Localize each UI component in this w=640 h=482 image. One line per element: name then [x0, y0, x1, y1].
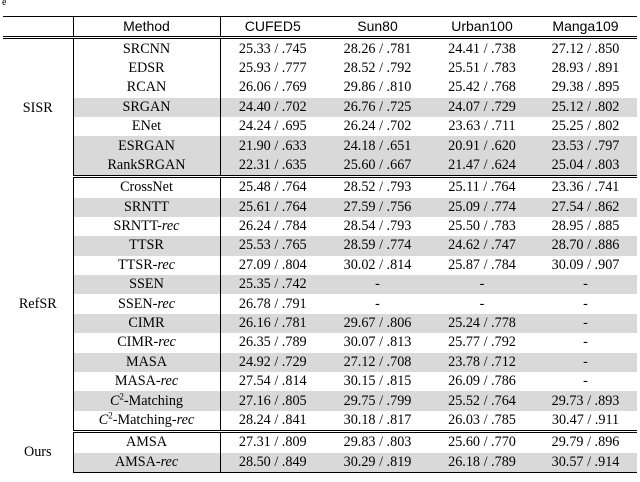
method-cell	[73, 453, 220, 473]
value-cell: 22.31 / .635	[220, 156, 325, 177]
method-suffix: rec	[161, 218, 180, 235]
value-cell: 21.90 / .633	[220, 136, 325, 155]
value-cell: 28.52 / .793	[343, 179, 412, 196]
value-cell: 28.50 / .849	[220, 453, 325, 473]
method-cell	[73, 98, 220, 117]
method-suffix: rec	[176, 412, 195, 428]
value-cell: 30.07 / .813	[343, 334, 412, 351]
table-row	[3, 117, 637, 136]
method-name: SRNTT-	[113, 218, 162, 235]
method-cell	[73, 78, 220, 97]
method-name: ENet	[131, 118, 162, 135]
table-row	[3, 98, 637, 117]
method-cell	[73, 59, 220, 78]
value-cell: 25.60 / .770	[448, 434, 516, 451]
method-cell	[73, 117, 220, 136]
method-cell	[73, 177, 220, 198]
method-name: MASA	[126, 353, 167, 370]
value-cell: -	[479, 295, 485, 312]
value-cell: 29.75 / .799	[325, 391, 430, 410]
group-sisr	[3, 38, 637, 177]
method-cell	[73, 432, 220, 453]
value-cell: 25.42 / .768	[448, 79, 516, 96]
method-cell	[73, 353, 220, 372]
value-cell: 25.77 / .792	[448, 334, 516, 351]
value-cell: 25.11 / .764	[448, 179, 516, 196]
value-cell: 27.54 / .862	[534, 198, 637, 217]
value-cell: 28.93 / .891	[551, 59, 620, 76]
value-cell: 26.06 / .769	[238, 79, 307, 96]
value-cell: 25.61 / .764	[220, 198, 325, 217]
method-name: SRNTT	[124, 198, 169, 215]
value-cell: 29.67 / .806	[325, 314, 430, 333]
value-cell: 28.26 / .781	[343, 40, 412, 57]
table-row	[3, 294, 637, 313]
method-name: RankSRGAN	[107, 156, 186, 173]
value-cell: 24.92 / .729	[220, 353, 325, 372]
value-cell: 29.86 / .810	[343, 79, 412, 96]
value-cell: -	[375, 295, 380, 312]
value-cell: 25.48 / .764	[238, 179, 307, 196]
value-cell: 26.09 / .786	[448, 373, 516, 390]
value-cell: 30.57 / .914	[534, 453, 637, 473]
group-label: RefSR	[3, 177, 73, 432]
value-cell: 24.24 / .695	[238, 118, 307, 135]
method-name: AMSA-	[114, 453, 161, 470]
header-manga109: Manga109	[534, 17, 637, 38]
table-row	[3, 59, 637, 78]
header-row	[3, 17, 637, 38]
table-row	[3, 333, 637, 352]
value-cell: 23.78 / .712	[430, 353, 534, 372]
method-name: RCAN	[126, 79, 167, 96]
value-cell: 28.52 / .792	[343, 59, 412, 76]
value-cell: 25.53 / .765	[220, 236, 325, 255]
method-name: MASA-	[114, 373, 161, 390]
value-cell: 28.95 / .885	[551, 218, 620, 235]
results-table	[3, 16, 637, 473]
method-cell	[73, 372, 220, 391]
header-cufed5: CUFED5	[220, 17, 325, 38]
value-cell: 29.38 / .895	[551, 79, 620, 96]
method-cell	[73, 411, 220, 432]
value-cell: 27.09 / .804	[238, 256, 307, 273]
method-cell	[73, 333, 220, 352]
method-cell	[73, 156, 220, 177]
value-cell: 30.09 / .907	[551, 256, 620, 273]
value-cell: -	[534, 314, 637, 333]
table-row	[3, 411, 637, 432]
value-cell: 26.35 / .789	[238, 334, 307, 351]
group-label: Ours	[3, 432, 73, 473]
value-cell: -	[430, 275, 534, 294]
value-cell: 26.03 / .785	[430, 411, 534, 432]
value-cell: 25.35 / .742	[220, 275, 325, 294]
value-cell: 29.73 / .893	[534, 391, 637, 410]
group-refsr	[3, 177, 637, 432]
value-cell: -	[325, 275, 430, 294]
method-name: CIMR-	[117, 334, 159, 351]
table-row	[3, 453, 637, 473]
method-cell	[73, 38, 220, 59]
method-prefix-sup: 2	[119, 391, 124, 401]
table-row	[3, 236, 637, 255]
value-cell: 27.16 / .805	[220, 391, 325, 410]
value-cell: 30.15 / .815	[343, 373, 412, 390]
value-cell: 26.24 / .702	[343, 118, 412, 135]
value-cell: 24.07 / .729	[430, 98, 534, 117]
table-row	[3, 391, 637, 410]
method-prefix: C	[109, 392, 120, 409]
value-cell: 29.79 / .896	[551, 434, 620, 451]
value-cell: 30.18 / .817	[325, 411, 430, 432]
method-name: SRGAN	[122, 98, 171, 115]
method-name: EDSR	[128, 59, 165, 76]
value-cell: 25.60 / .667	[325, 156, 430, 177]
table-row	[3, 217, 637, 236]
value-cell: 25.50 / .783	[448, 218, 516, 235]
table-row	[3, 38, 637, 59]
method-cell	[73, 314, 220, 333]
method-cell	[73, 217, 220, 236]
value-cell: 30.47 / .911	[534, 411, 637, 432]
value-cell: 26.18 / .789	[430, 453, 534, 473]
table-row	[3, 275, 637, 294]
value-cell: 25.51 / .783	[448, 59, 516, 76]
method-cell	[73, 275, 220, 294]
value-cell: -	[534, 275, 637, 294]
header-group-cell	[3, 17, 73, 38]
method-name: CrossNet	[120, 179, 173, 196]
method-prefix-sup: 2	[108, 410, 113, 421]
value-cell: -	[583, 334, 588, 351]
value-cell: 24.41 / .738	[448, 40, 516, 57]
group-ours	[3, 432, 637, 473]
value-cell: 26.78 / .791	[238, 295, 307, 312]
value-cell: 26.16 / .781	[220, 314, 325, 333]
value-cell: -	[583, 295, 588, 312]
method-name: SRCNN	[122, 40, 171, 57]
value-cell: 26.76 / .725	[325, 98, 430, 117]
table-row	[3, 372, 637, 391]
value-cell: 24.40 / .702	[220, 98, 325, 117]
value-cell: -	[583, 373, 588, 390]
value-cell: 23.53 / .797	[534, 136, 637, 155]
method-suffix: rec	[157, 295, 175, 312]
value-cell: 30.02 / .814	[343, 256, 412, 273]
value-cell: 28.54 / .793	[343, 218, 412, 235]
table-row	[3, 136, 637, 155]
method-name: -Matching-	[112, 412, 177, 428]
value-cell: 25.24 / .778	[430, 314, 534, 333]
method-suffix: rec	[160, 373, 179, 390]
method-suffix: rec	[160, 453, 179, 470]
value-cell: 27.12 / .708	[325, 353, 430, 372]
table-row	[3, 432, 637, 453]
method-name: TTSR-	[117, 256, 158, 273]
value-cell: 23.36 / .741	[551, 179, 620, 196]
value-cell: 26.24 / .784	[238, 218, 307, 235]
group-label: SISR	[3, 38, 73, 177]
value-cell: 25.09 / .774	[430, 198, 534, 217]
table-row	[3, 177, 637, 198]
value-cell: 25.87 / .784	[448, 256, 516, 273]
method-name: ESRGAN	[118, 137, 175, 154]
value-cell: 24.18 / .651	[325, 136, 430, 155]
method-name: CIMR	[128, 315, 165, 332]
value-cell: 25.52 / .764	[430, 391, 534, 410]
method-cell	[73, 236, 220, 255]
method-name: SSEN-	[117, 295, 158, 312]
value-cell: 27.54 / .814	[238, 373, 307, 390]
value-cell: 25.33 / .745	[238, 40, 307, 57]
table-row	[3, 353, 637, 372]
value-cell: 25.12 / .802	[534, 98, 637, 117]
value-cell: 27.59 / .756	[325, 198, 430, 217]
table-row	[3, 256, 637, 275]
method-cell	[73, 256, 220, 275]
method-prefix: C	[98, 412, 109, 428]
value-cell: 21.47 / .624	[430, 156, 534, 177]
value-cell: 29.83 / .803	[343, 434, 412, 451]
method-name: -Matching	[123, 392, 184, 409]
header-urban100: Urban100	[430, 17, 534, 38]
value-cell: 25.25 / .802	[551, 118, 620, 135]
value-cell: 27.31 / .809	[238, 434, 307, 451]
method-cell	[73, 391, 220, 410]
value-cell: 27.12 / .850	[551, 40, 620, 57]
table-row	[3, 156, 637, 177]
method-cell	[73, 136, 220, 155]
method-name: AMSA	[126, 434, 167, 451]
header-sun80: Sun80	[325, 17, 430, 38]
value-cell: 28.70 / .886	[534, 236, 637, 255]
value-cell: 25.04 / .803	[534, 156, 637, 177]
value-cell: 24.62 / .747	[430, 236, 534, 255]
method-name: SSEN	[129, 276, 164, 293]
value-cell: -	[534, 353, 637, 372]
value-cell: 20.91 / .620	[430, 136, 534, 155]
value-cell: 25.93 / .777	[238, 59, 307, 76]
value-cell: 23.63 / .711	[448, 118, 516, 135]
method-suffix: rec	[157, 256, 175, 273]
value-cell: 28.59 / .774	[325, 236, 430, 255]
table-row	[3, 198, 637, 217]
method-name: TTSR	[129, 237, 164, 254]
clipped-top-text: e	[2, 0, 7, 6]
value-cell: 28.24 / .841	[220, 411, 325, 432]
table-row	[3, 78, 637, 97]
table-row	[3, 314, 637, 333]
method-cell	[73, 198, 220, 217]
value-cell: 30.29 / .819	[325, 453, 430, 473]
method-suffix: rec	[158, 334, 176, 351]
method-cell	[73, 294, 220, 313]
header-method: Method	[73, 17, 220, 38]
